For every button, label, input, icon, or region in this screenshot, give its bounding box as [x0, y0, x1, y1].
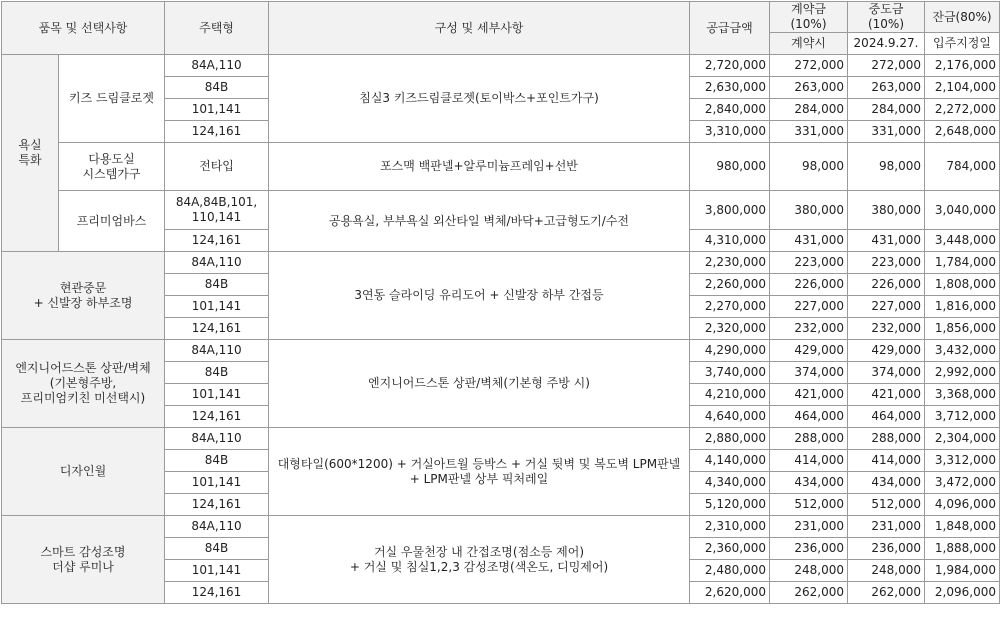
utility-room-name-line2: 시스템가구 — [82, 166, 141, 181]
premium-bath-desc: 공용욕실, 부부욕실 외산타일 벽체/바닥+고급형도기/수전 — [269, 191, 690, 252]
bath-group-label-line2: 특화 — [18, 153, 42, 167]
engineered-stone-name — [2, 340, 165, 428]
deposit-cell: 431,000 — [770, 230, 848, 252]
middle-cell: 248,000 — [848, 560, 925, 582]
type-cell: 124,161 — [165, 494, 269, 516]
balance-cell: 1,856,000 — [925, 318, 1000, 340]
type-cell: 84B — [165, 77, 269, 99]
price-cell: 2,480,000 — [690, 560, 770, 582]
balance-cell: 3,312,000 — [925, 450, 1000, 472]
header-desc: 구성 및 세부사항 — [269, 2, 690, 55]
design-wall-name: 디자인월 — [2, 428, 165, 516]
deposit-cell: 284,000 — [770, 99, 848, 121]
header-price: 공급금액 — [690, 2, 770, 55]
type-cell: 84A,110 — [165, 340, 269, 362]
deposit-cell: 421,000 — [770, 384, 848, 406]
deposit-cell: 262,000 — [770, 582, 848, 604]
type-cell: 84A,110 — [165, 252, 269, 274]
balance-cell: 3,712,000 — [925, 406, 1000, 428]
smart-lighting-desc-line2: + 거실 및 침실1,2,3 감성조명(색온도, 디밍제어) — [349, 559, 609, 574]
middle-cell: 512,000 — [848, 494, 925, 516]
deposit-cell: 223,000 — [770, 252, 848, 274]
smart-lighting-desc-line1: 거실 우물천장 내 간접조명(점소등 제어) — [373, 544, 585, 559]
utility-room-name — [59, 143, 165, 191]
middle-cell: 232,000 — [848, 318, 925, 340]
design-wall-desc-line1: 대형타일(600*1200) + 거실아트월 등박스 + 거실 뒷벽 및 복도벽 LPM판넬 — [277, 456, 681, 471]
price-cell: 4,310,000 — [690, 230, 770, 252]
header-balance-when: 입주지정일 — [925, 33, 1000, 55]
table-row — [2, 191, 1000, 230]
middle-cell: 421,000 — [848, 384, 925, 406]
price-cell: 4,340,000 — [690, 472, 770, 494]
deposit-cell: 236,000 — [770, 538, 848, 560]
smart-lighting-name — [2, 516, 165, 604]
type-cell: 전타입 — [165, 143, 269, 191]
deposit-cell: 232,000 — [770, 318, 848, 340]
table-row — [2, 516, 1000, 538]
balance-cell: 1,888,000 — [925, 538, 1000, 560]
middle-cell: 464,000 — [848, 406, 925, 428]
price-cell: 2,620,000 — [690, 582, 770, 604]
deposit-cell: 331,000 — [770, 121, 848, 143]
type-cell: 101,141 — [165, 384, 269, 406]
price-cell: 2,840,000 — [690, 99, 770, 121]
engineered-stone-name-line2: (기본형주방, — [49, 376, 117, 390]
type-cell: 84B — [165, 450, 269, 472]
middle-cell: 231,000 — [848, 516, 925, 538]
entrance-door-desc: 3연동 슬라이딩 유리도어 + 신발장 하부 간접등 — [269, 252, 690, 340]
header-type: 주택형 — [165, 2, 269, 55]
deposit-cell: 263,000 — [770, 77, 848, 99]
balance-cell: 1,816,000 — [925, 296, 1000, 318]
deposit-cell: 512,000 — [770, 494, 848, 516]
balance-cell: 4,096,000 — [925, 494, 1000, 516]
middle-cell: 272,000 — [848, 55, 925, 77]
type-cell: 101,141 — [165, 99, 269, 121]
entrance-door-name-line1: 현관중문 — [59, 280, 107, 295]
balance-cell: 3,472,000 — [925, 472, 1000, 494]
balance-cell: 2,096,000 — [925, 582, 1000, 604]
type-cell: 84B — [165, 274, 269, 296]
balance-cell: 3,040,000 — [925, 191, 1000, 230]
price-cell: 2,630,000 — [690, 77, 770, 99]
deposit-cell: 380,000 — [770, 191, 848, 230]
price-cell: 2,270,000 — [690, 296, 770, 318]
type-cell: 84A,110 — [165, 516, 269, 538]
price-cell: 2,720,000 — [690, 55, 770, 77]
premium-bath-name: 프리미엄바스 — [59, 191, 165, 252]
price-cell: 2,260,000 — [690, 274, 770, 296]
balance-cell: 3,432,000 — [925, 340, 1000, 362]
bath-group-label — [2, 55, 59, 252]
engineered-stone-name-line1: 엔지니어드스톤 상판/벽체 — [15, 361, 151, 375]
price-cell: 4,210,000 — [690, 384, 770, 406]
deposit-cell: 374,000 — [770, 362, 848, 384]
header-deposit-when: 계약시 — [770, 33, 848, 55]
balance-cell: 2,304,000 — [925, 428, 1000, 450]
price-cell: 5,120,000 — [690, 494, 770, 516]
header-item: 품목 및 선택사항 — [2, 2, 165, 55]
table-row — [2, 340, 1000, 362]
price-cell: 3,800,000 — [690, 191, 770, 230]
price-cell: 980,000 — [690, 143, 770, 191]
middle-cell: 414,000 — [848, 450, 925, 472]
middle-cell: 429,000 — [848, 340, 925, 362]
smart-lighting-name-line2: 더샵 루미나 — [52, 559, 114, 574]
design-wall-desc-line2: + LPM판넬 상부 픽처레일 — [409, 471, 549, 486]
utility-room-desc: 포스맥 백판넬+알루미늄프레임+선반 — [269, 143, 690, 191]
balance-cell: 784,000 — [925, 143, 1000, 191]
type-cell: 84A,110 — [165, 428, 269, 450]
type-cell: 124,161 — [165, 582, 269, 604]
utility-room-name-line1: 다용도실 — [88, 151, 135, 166]
balance-cell: 3,448,000 — [925, 230, 1000, 252]
balance-cell: 1,984,000 — [925, 560, 1000, 582]
middle-cell: 431,000 — [848, 230, 925, 252]
header-balance: 잔금(80%) — [925, 2, 1000, 33]
price-cell: 2,880,000 — [690, 428, 770, 450]
table-row — [2, 252, 1000, 274]
balance-cell: 1,808,000 — [925, 274, 1000, 296]
price-cell: 4,290,000 — [690, 340, 770, 362]
price-cell: 2,310,000 — [690, 516, 770, 538]
price-cell: 2,320,000 — [690, 318, 770, 340]
header-middle-when: 2024.9.27. — [848, 33, 925, 55]
middle-cell: 380,000 — [848, 191, 925, 230]
table-row — [2, 428, 1000, 450]
smart-lighting-name-line1: 스마트 감성조명 — [40, 544, 126, 559]
type-cell: 84B — [165, 538, 269, 560]
smart-lighting-desc — [269, 516, 690, 604]
type-cell — [165, 191, 269, 230]
middle-cell: 227,000 — [848, 296, 925, 318]
middle-cell: 434,000 — [848, 472, 925, 494]
type-cell: 84B — [165, 362, 269, 384]
deposit-cell: 434,000 — [770, 472, 848, 494]
middle-cell: 236,000 — [848, 538, 925, 560]
deposit-cell: 429,000 — [770, 340, 848, 362]
type-cell: 101,141 — [165, 472, 269, 494]
balance-cell: 1,848,000 — [925, 516, 1000, 538]
middle-cell: 284,000 — [848, 99, 925, 121]
price-cell: 3,310,000 — [690, 121, 770, 143]
deposit-cell: 227,000 — [770, 296, 848, 318]
price-cell: 4,640,000 — [690, 406, 770, 428]
engineered-stone-name-line3: 프리미엄키친 미선택시) — [20, 391, 146, 405]
deposit-cell: 464,000 — [770, 406, 848, 428]
kids-closet-desc: 침실3 키즈드림클로젯(토이박스+포인트가구) — [269, 55, 690, 143]
balance-cell: 2,104,000 — [925, 77, 1000, 99]
price-cell: 3,740,000 — [690, 362, 770, 384]
deposit-cell: 226,000 — [770, 274, 848, 296]
deposit-cell: 248,000 — [770, 560, 848, 582]
middle-cell: 374,000 — [848, 362, 925, 384]
balance-cell: 2,648,000 — [925, 121, 1000, 143]
type-cell: 84A,110 — [165, 55, 269, 77]
type-cell: 101,141 — [165, 296, 269, 318]
type-cell-line1: 84A,84B,101, — [175, 195, 258, 209]
middle-cell: 226,000 — [848, 274, 925, 296]
table-row — [2, 55, 1000, 77]
type-cell: 101,141 — [165, 560, 269, 582]
type-cell: 124,161 — [165, 406, 269, 428]
middle-cell: 98,000 — [848, 143, 925, 191]
engineered-stone-desc: 엔지니어드스톤 상판/벽체(기본형 주방 시) — [269, 340, 690, 428]
middle-cell: 262,000 — [848, 582, 925, 604]
middle-cell: 263,000 — [848, 77, 925, 99]
entrance-door-name-line2: + 신발장 하부조명 — [33, 295, 133, 310]
type-cell: 124,161 — [165, 318, 269, 340]
deposit-cell: 414,000 — [770, 450, 848, 472]
deposit-cell: 288,000 — [770, 428, 848, 450]
price-cell: 2,360,000 — [690, 538, 770, 560]
entrance-door-name — [2, 252, 165, 340]
header-row — [2, 2, 1000, 33]
price-cell: 4,140,000 — [690, 450, 770, 472]
table-row — [2, 143, 1000, 191]
deposit-cell: 98,000 — [770, 143, 848, 191]
header-middle: 중도금(10%) — [848, 2, 925, 33]
option-price-table — [1, 1, 1000, 604]
kids-closet-name: 키즈 드림클로젯 — [59, 55, 165, 143]
balance-cell: 1,784,000 — [925, 252, 1000, 274]
deposit-cell: 231,000 — [770, 516, 848, 538]
balance-cell: 2,176,000 — [925, 55, 1000, 77]
type-cell-line2: 110,141 — [191, 210, 242, 224]
balance-cell: 3,368,000 — [925, 384, 1000, 406]
type-cell: 124,161 — [165, 230, 269, 252]
balance-cell: 2,272,000 — [925, 99, 1000, 121]
balance-cell: 2,992,000 — [925, 362, 1000, 384]
middle-cell: 223,000 — [848, 252, 925, 274]
design-wall-desc — [269, 428, 690, 516]
header-deposit: 계약금(10%) — [770, 2, 848, 33]
deposit-cell: 272,000 — [770, 55, 848, 77]
price-cell: 2,230,000 — [690, 252, 770, 274]
type-cell: 124,161 — [165, 121, 269, 143]
middle-cell: 331,000 — [848, 121, 925, 143]
bath-group-label-line1: 욕실 — [18, 138, 42, 152]
middle-cell: 288,000 — [848, 428, 925, 450]
